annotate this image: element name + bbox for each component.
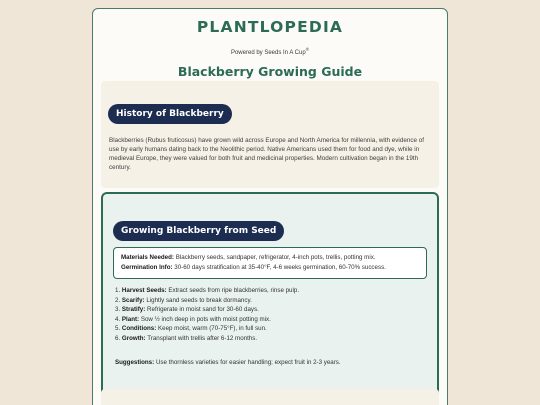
tagline-text: Powered by Seeds In A Cup	[230, 50, 306, 56]
suggestions-label: Suggestions:	[115, 359, 155, 366]
history-section	[101, 81, 439, 188]
step-label: Growth:	[121, 334, 146, 342]
step-number: 1.	[115, 287, 121, 294]
guide-card	[92, 8, 448, 405]
step-label: Scarify:	[121, 296, 145, 304]
tagline	[93, 47, 447, 56]
step-text: Keep moist, warm (70-75°F), in full sun.	[158, 325, 267, 333]
step-number: 2.	[115, 296, 121, 304]
step-label: Plant:	[121, 315, 140, 323]
step-number: 3.	[115, 306, 121, 314]
step-item	[115, 296, 431, 306]
step-text: Transplant with trellis after 6-12 months.	[147, 334, 258, 342]
germination-value: 30-60 days stratification at 35-40°F, 4-6 weeks germination, 60-70% success.	[174, 263, 386, 271]
step-label: Harvest Seeds:	[121, 287, 167, 294]
step-item	[115, 324, 431, 334]
step-text: Sow ½ inch deep in pots with moist potting mix.	[140, 315, 271, 323]
step-text: Extract seeds from ripe blackberries, rinse pulp.	[168, 287, 300, 294]
step-text: Lightly sand seeds to break dormancy.	[146, 296, 252, 304]
next-section	[101, 389, 439, 405]
page-title: Blackberry Growing Guide	[177, 64, 363, 79]
step-label: Stratify:	[121, 306, 146, 314]
germination-label: Germination Info:	[121, 263, 173, 271]
seed-heading: Growing Blackberry from Seed	[113, 221, 284, 241]
step-label: Conditions:	[121, 325, 157, 333]
step-item	[115, 315, 431, 325]
step-number: 5.	[115, 325, 121, 333]
step-item	[115, 305, 431, 315]
suggestions	[115, 358, 431, 367]
history-heading: History of Blackberry	[108, 104, 232, 124]
seed-section	[101, 192, 439, 405]
materials-line	[121, 253, 419, 263]
germination-line	[121, 263, 419, 273]
materials-box	[113, 247, 427, 279]
history-text: Blackberries (Rubus fruticosus) have grown wild across Europe and North America for millennia, with evidence of use by early humans dating back to the Neolithic period. Native Americans used them for food and dye, while in medieval Europe, they were valued for both fruit and medicinal properties. Modern cultivation began in the 19th century.	[109, 137, 424, 171]
suggestions-text: Use thornless varieties for easier handling; expect fruit in 2-3 years.	[155, 359, 341, 366]
steps-list	[115, 286, 431, 344]
step-text: Refrigerate in moist sand for 30-60 days.	[147, 306, 259, 314]
registered-mark: ®	[305, 47, 310, 52]
step-item	[115, 334, 431, 344]
step-item	[115, 286, 431, 296]
materials-value: Blackberry seeds, sandpaper, refrigerator, 4-inch pots, trellis, potting mix.	[175, 254, 376, 261]
step-number: 6.	[115, 334, 121, 342]
step-number: 4.	[115, 315, 121, 323]
brand-logo[interactable]: PLANTLOPEDIA	[196, 18, 344, 36]
materials-label: Materials Needed:	[121, 254, 174, 261]
